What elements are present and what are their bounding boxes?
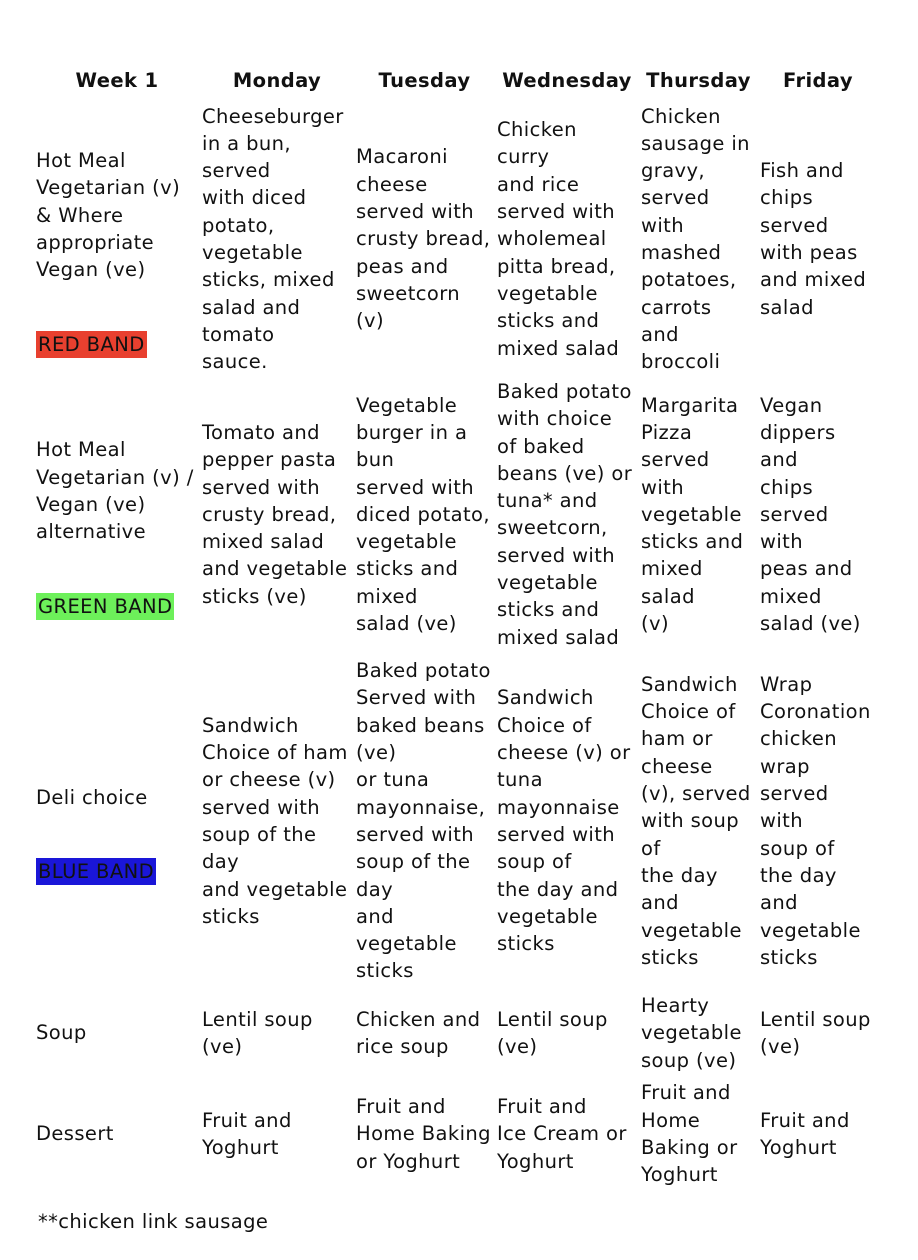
meal-cell-monday: Fruit and Yoghurt — [202, 1108, 292, 1159]
header-row — [34, 62, 878, 100]
row-label-cell — [34, 100, 200, 378]
row-label: Soup — [36, 1021, 87, 1045]
meal-cell-tuesday: Fruit and Home Baking or Yoghurt — [356, 1095, 491, 1173]
day-header-thursday: Thursday — [646, 69, 751, 93]
meal-cell-thursday: Hearty vegetable soup (ve) — [641, 994, 742, 1072]
menu-row-hot-meal — [34, 100, 878, 378]
menu-row-soup — [34, 991, 878, 1075]
day-header-wednesday: Wednesday — [502, 69, 632, 93]
meal-cell-monday: Cheeseburger in a bun, served with diced potato, vegetable sticks, mixed salad and tomato sauce. — [202, 104, 344, 374]
day-header-friday: Friday — [782, 69, 853, 93]
meal-cell-monday: Lentil soup (ve) — [202, 1007, 313, 1058]
meal-cell-thursday: Margarita Pizza served with vegetable sticks and mixed salad (v) — [641, 393, 744, 636]
meal-cell-friday: Lentil soup (ve) — [760, 1007, 871, 1058]
band-badge-green: GREEN BAND — [38, 594, 173, 618]
meal-cell-friday: Fish and chips served with peas and mixed salad — [760, 159, 867, 319]
meal-cell-tuesday: Chicken and rice soup — [356, 1007, 481, 1058]
meal-cell-friday: Fruit and Yoghurt — [760, 1108, 850, 1159]
row-label: Dessert — [36, 1122, 114, 1146]
meal-cell-thursday: Fruit and Home Baking or Yoghurt — [641, 1081, 738, 1187]
row-label: Deli choice — [36, 785, 148, 809]
menu-row-veg-alternative — [34, 378, 878, 651]
meal-cell-wednesday: Fruit and Ice Cream or Yoghurt — [497, 1095, 627, 1173]
row-label-cell — [34, 378, 200, 651]
meal-cell-tuesday: Vegetable burger in a bun served with diced potato, vegetable sticks and mixed salad (ve) — [356, 393, 490, 636]
meal-cell-wednesday: Sandwich Choice of cheese (v) or tuna mayonnaise served with soup of the day and vegetable sticks — [497, 686, 631, 956]
meal-cell-thursday: Chicken sausage in gravy, served with mashed potatoes, carrots and broccoli — [641, 104, 750, 374]
meal-cell-monday: Tomato and pepper pasta served with crusty bread, mixed salad and vegetable sticks (ve) — [202, 420, 348, 608]
row-label: Hot Meal Vegetarian (v) / Vegan (ve) alternative — [36, 438, 194, 544]
week-header: Week 1 — [75, 69, 159, 93]
meal-cell-wednesday: Chicken curry and rice served with wholemeal pitta bread, vegetable sticks and mixed salad — [497, 118, 620, 360]
meal-cell-monday: Sandwich Choice of ham or cheese (v) served with soup of the day and vegetable sticks — [202, 713, 348, 928]
meal-cell-wednesday: Baked potato with choice of baked beans (ve) or tuna* and sweetcorn, served with vegetable sticks and mixed salad — [497, 380, 633, 649]
band-badge-red: RED BAND — [38, 332, 145, 356]
meal-cell-wednesday: Lentil soup (ve) — [497, 1007, 608, 1058]
meal-cell-tuesday: Baked potato Served with baked beans (ve) or tuna mayonnaise, served with soup of the day and vegetable sticks — [356, 659, 491, 983]
day-header-monday: Monday — [232, 69, 322, 93]
meal-cell-tuesday: Macaroni cheese served with crusty bread, peas and sweetcorn (v) — [356, 145, 491, 333]
day-header-tuesday: Tuesday — [378, 69, 471, 93]
meal-cell-friday: Vegan dippers and chips served with peas and mixed salad (ve) — [760, 393, 861, 636]
footnote: **chicken link sausage — [38, 1210, 269, 1233]
row-label-cell — [34, 651, 200, 991]
menu-row-dessert — [34, 1075, 878, 1193]
row-label: Hot Meal Vegetarian (v) & Where appropriate Vegan (ve) — [36, 149, 181, 282]
menu-table — [34, 62, 878, 1193]
meal-cell-thursday: Sandwich Choice of ham or cheese (v), served with soup of the day and vegetable sticks — [641, 672, 751, 969]
menu-row-deli — [34, 651, 878, 991]
band-badge-blue: BLUE BAND — [38, 860, 154, 884]
meal-cell-friday: Wrap Coronation chicken wrap served with soup of the day and vegetable sticks — [760, 672, 871, 969]
